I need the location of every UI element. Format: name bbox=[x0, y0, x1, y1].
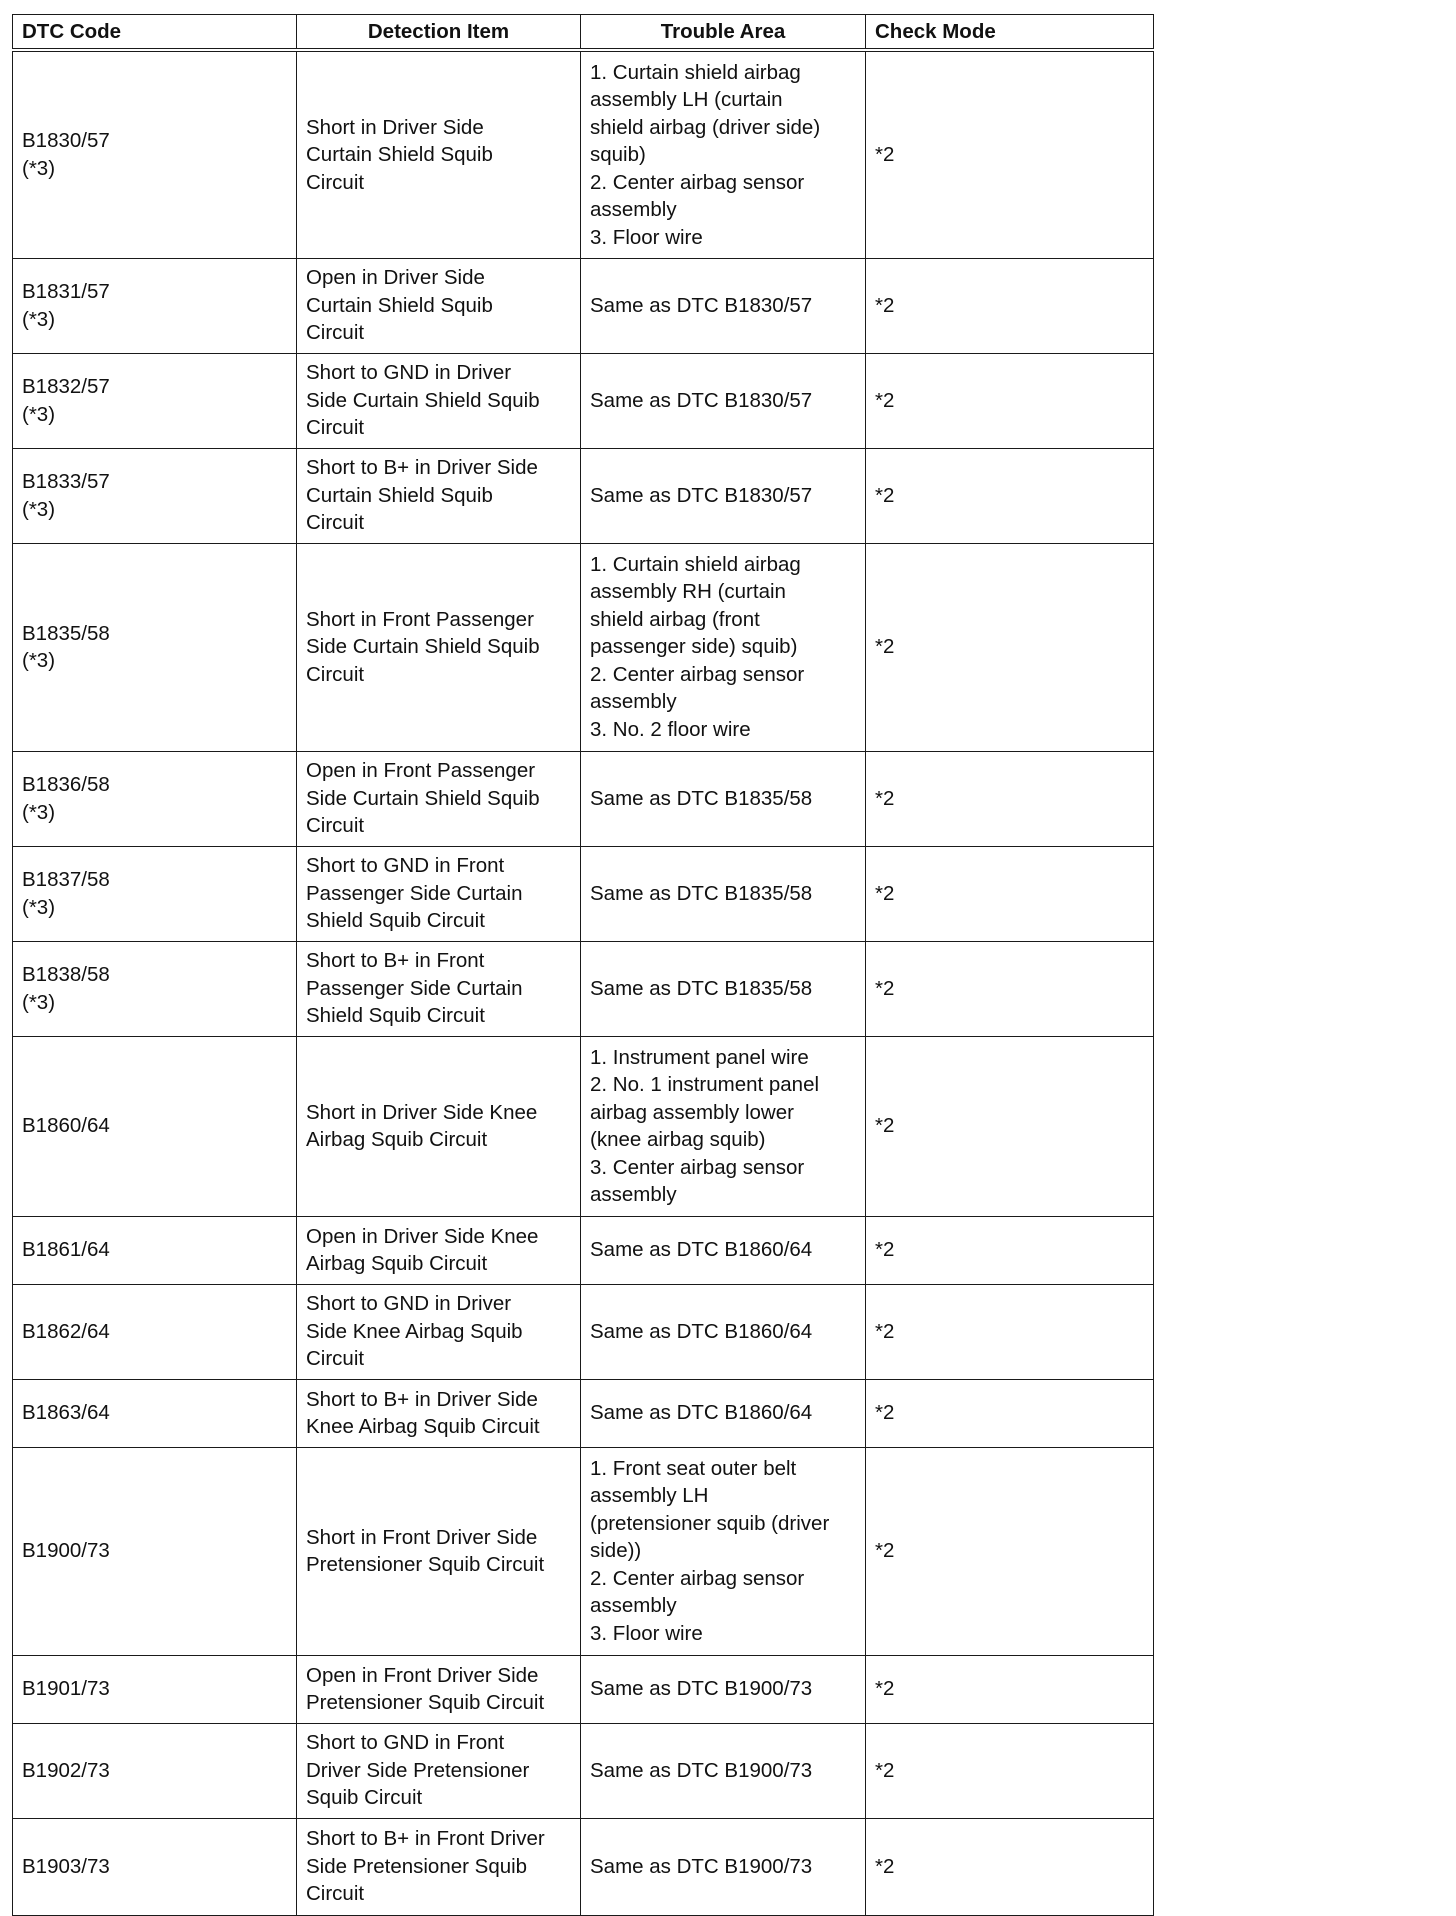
cell-trouble-area-line: assembly LH (curtain bbox=[590, 88, 783, 111]
cell-check-mode: *2 bbox=[866, 1655, 1154, 1723]
cell-trouble-area bbox=[581, 353, 866, 448]
cell-dtc-code-line: B1832/57 bbox=[22, 375, 110, 398]
cell-detection-item-line: Side Knee Airbag Squib bbox=[306, 1319, 523, 1343]
cell-trouble-area-line: 3. No. 2 floor wire bbox=[590, 717, 751, 741]
cell-trouble-area-line: airbag assembly lower bbox=[590, 1100, 794, 1124]
cell-trouble-area-line: 3. Center airbag sensor bbox=[590, 1155, 805, 1179]
cell-trouble-area-line: Same as DTC B1835/58 bbox=[590, 976, 813, 1000]
cell-detection-item bbox=[297, 1655, 581, 1723]
cell-detection-item-line: Circuit bbox=[306, 814, 365, 838]
cell-trouble-area-line: 2. Center airbag sensor bbox=[590, 170, 805, 194]
cell-detection-item-line: Driver Side Pretensioner bbox=[306, 1758, 530, 1782]
cell-trouble-area-line: 1. Front seat outer belt bbox=[590, 1456, 797, 1480]
cell-detection-item-line: Short to GND in Front bbox=[306, 1731, 505, 1755]
cell-trouble-area bbox=[581, 751, 866, 846]
cell-check-mode: *2 bbox=[866, 941, 1154, 1036]
cell-dtc-code-line: B1861/64 bbox=[22, 1238, 110, 1262]
cell-check-mode: *2 bbox=[866, 1379, 1154, 1447]
cell-trouble-area-line: assembly bbox=[590, 690, 677, 714]
cell-detection-item-line: Short to GND in Driver bbox=[306, 361, 512, 385]
cell-check-mode: *2 bbox=[866, 353, 1154, 448]
cell-dtc-code-line: (*3) bbox=[22, 307, 56, 331]
cell-detection-item-line: Circuit bbox=[306, 511, 365, 535]
cell-trouble-area bbox=[581, 448, 866, 543]
cell-detection-item bbox=[297, 1379, 581, 1447]
cell-check-mode: *2 bbox=[866, 1447, 1154, 1655]
cell-detection-item-line: Short to GND in Driver bbox=[306, 1292, 512, 1316]
cell-dtc-code bbox=[13, 1447, 297, 1655]
cell-dtc-code-line: (*3) bbox=[22, 649, 56, 672]
cell-trouble-area-line: 2. Center airbag sensor bbox=[590, 1566, 805, 1590]
cell-trouble-area bbox=[581, 1036, 866, 1216]
cell-detection-item-line: Short in Front Passenger bbox=[306, 607, 534, 631]
cell-trouble-area-line: 3. Floor wire bbox=[590, 225, 703, 249]
cell-detection-item-line: Short to B+ in Front bbox=[306, 949, 485, 973]
table-row bbox=[13, 50, 1154, 258]
cell-detection-item-line: Airbag Squib Circuit bbox=[306, 1252, 488, 1275]
cell-trouble-area-line: 2. No. 1 instrument panel bbox=[590, 1073, 820, 1096]
cell-trouble-area-line: side)) bbox=[590, 1539, 642, 1563]
cell-detection-item-line: Open in Driver Side bbox=[306, 266, 485, 290]
cell-dtc-code bbox=[13, 258, 297, 353]
table-row bbox=[13, 1379, 1154, 1447]
cell-detection-item bbox=[297, 846, 581, 941]
cell-trouble-area-line: squib) bbox=[590, 143, 646, 166]
cell-check-mode: *2 bbox=[866, 1818, 1154, 1915]
cell-trouble-area-line: 1. Instrument panel wire bbox=[590, 1045, 809, 1069]
cell-dtc-code-line: B1837/58 bbox=[22, 868, 110, 891]
cell-detection-item bbox=[297, 448, 581, 543]
header-check-mode: Check Mode bbox=[866, 15, 1154, 51]
cell-detection-item bbox=[297, 1216, 581, 1284]
cell-trouble-area-line: Same as DTC B1835/58 bbox=[590, 881, 813, 905]
cell-dtc-code-line: B1830/57 bbox=[22, 129, 110, 153]
cell-detection-item-line: Squib Circuit bbox=[306, 1786, 423, 1810]
table-row bbox=[13, 353, 1154, 448]
cell-detection-item-line: Short in Driver Side Knee bbox=[306, 1100, 538, 1124]
cell-dtc-code bbox=[13, 353, 297, 448]
cell-detection-item-line: Circuit bbox=[306, 1347, 365, 1371]
cell-detection-item-line: Circuit bbox=[306, 321, 365, 345]
cell-trouble-area bbox=[581, 1379, 866, 1447]
cell-trouble-area-line: Same as DTC B1835/58 bbox=[590, 786, 813, 810]
cell-dtc-code bbox=[13, 1379, 297, 1447]
cell-trouble-area-line: assembly RH (curtain bbox=[590, 580, 786, 604]
cell-trouble-area-line: shield airbag (driver side) bbox=[590, 115, 821, 139]
cell-detection-item-line: Side Pretensioner Squib bbox=[306, 1854, 528, 1878]
cell-check-mode: *2 bbox=[866, 1284, 1154, 1379]
table-header-row bbox=[13, 15, 1154, 51]
cell-dtc-code-line: B1902/73 bbox=[22, 1758, 110, 1782]
cell-dtc-code bbox=[13, 1655, 297, 1723]
header-trouble-area: Trouble Area bbox=[581, 15, 866, 51]
cell-trouble-area-line: (pretensioner squib (driver bbox=[590, 1511, 830, 1535]
cell-dtc-code-line: B1838/58 bbox=[22, 963, 110, 986]
cell-detection-item-line: Side Curtain Shield Squib bbox=[306, 786, 540, 810]
cell-detection-item bbox=[297, 1036, 581, 1216]
cell-dtc-code bbox=[13, 1036, 297, 1216]
cell-trouble-area bbox=[581, 258, 866, 353]
cell-detection-item bbox=[297, 543, 581, 751]
cell-dtc-code-line: B1900/73 bbox=[22, 1539, 110, 1563]
cell-trouble-area-line: Same as DTC B1860/64 bbox=[590, 1238, 813, 1262]
cell-trouble-area-line: 2. Center airbag sensor bbox=[590, 662, 805, 686]
cell-trouble-area bbox=[581, 50, 866, 258]
header-dtc-code: DTC Code bbox=[13, 15, 297, 51]
cell-trouble-area-line: Same as DTC B1860/64 bbox=[590, 1319, 813, 1343]
cell-detection-item-line: Side Curtain Shield Squib bbox=[306, 388, 540, 412]
cell-trouble-area-line: assembly bbox=[590, 1594, 677, 1618]
cell-detection-item-line: Open in Front Driver Side bbox=[306, 1663, 539, 1687]
cell-trouble-area bbox=[581, 543, 866, 751]
cell-dtc-code-line: B1862/64 bbox=[22, 1319, 110, 1343]
cell-dtc-code bbox=[13, 543, 297, 751]
table-row bbox=[13, 543, 1154, 751]
cell-check-mode: *2 bbox=[866, 1216, 1154, 1284]
cell-dtc-code-line: B1903/73 bbox=[22, 1854, 110, 1878]
table-row bbox=[13, 1655, 1154, 1723]
cell-trouble-area bbox=[581, 1284, 866, 1379]
cell-dtc-code-line: (*3) bbox=[22, 497, 56, 521]
cell-trouble-area-line: (knee airbag squib) bbox=[590, 1128, 766, 1151]
cell-check-mode: *2 bbox=[866, 751, 1154, 846]
cell-dtc-code-line: (*3) bbox=[22, 800, 56, 824]
cell-detection-item-line: Pretensioner Squib Circuit bbox=[306, 1691, 545, 1714]
cell-dtc-code-line: B1835/58 bbox=[22, 621, 110, 645]
cell-check-mode: *2 bbox=[866, 1723, 1154, 1818]
cell-trouble-area bbox=[581, 1447, 866, 1655]
cell-dtc-code-line: B1901/73 bbox=[22, 1677, 110, 1701]
cell-detection-item bbox=[297, 751, 581, 846]
cell-dtc-code bbox=[13, 941, 297, 1036]
cell-detection-item bbox=[297, 941, 581, 1036]
dtc-table bbox=[12, 14, 1154, 1916]
cell-trouble-area bbox=[581, 1723, 866, 1818]
cell-detection-item bbox=[297, 1818, 581, 1915]
cell-trouble-area-line: assembly bbox=[590, 198, 677, 221]
cell-dtc-code bbox=[13, 751, 297, 846]
table-row bbox=[13, 1284, 1154, 1379]
table-row bbox=[13, 941, 1154, 1036]
cell-dtc-code bbox=[13, 1284, 297, 1379]
cell-detection-item-line: Knee Airbag Squib Circuit bbox=[306, 1415, 540, 1438]
header-detection-item: Detection Item bbox=[297, 15, 581, 51]
cell-trouble-area bbox=[581, 941, 866, 1036]
cell-detection-item bbox=[297, 258, 581, 353]
cell-dtc-code bbox=[13, 1818, 297, 1915]
table-row bbox=[13, 448, 1154, 543]
cell-detection-item-line: Circuit bbox=[306, 416, 365, 440]
cell-detection-item-line: Short to B+ in Driver Side bbox=[306, 456, 538, 480]
table-row bbox=[13, 1216, 1154, 1284]
cell-detection-item-line: Circuit bbox=[306, 1882, 365, 1906]
cell-detection-item-line: Short in Front Driver Side bbox=[306, 1525, 538, 1549]
cell-detection-item-line: Pretensioner Squib Circuit bbox=[306, 1553, 545, 1576]
table-body bbox=[13, 50, 1154, 1915]
table-row bbox=[13, 258, 1154, 353]
cell-detection-item-line: Passenger Side Curtain bbox=[306, 976, 523, 1000]
cell-trouble-area bbox=[581, 846, 866, 941]
cell-dtc-code bbox=[13, 846, 297, 941]
cell-dtc-code-line: B1831/57 bbox=[22, 280, 110, 303]
table-row bbox=[13, 1723, 1154, 1818]
cell-detection-item-line: Airbag Squib Circuit bbox=[306, 1128, 488, 1151]
cell-check-mode: *2 bbox=[866, 1036, 1154, 1216]
cell-trouble-area-line: Same as DTC B1860/64 bbox=[590, 1401, 813, 1425]
cell-trouble-area bbox=[581, 1655, 866, 1723]
cell-dtc-code bbox=[13, 448, 297, 543]
cell-detection-item-line: Open in Driver Side Knee bbox=[306, 1224, 539, 1248]
cell-dtc-code-line: B1833/57 bbox=[22, 470, 110, 493]
cell-detection-item-line: Short to B+ in Driver Side bbox=[306, 1387, 538, 1411]
cell-check-mode: *2 bbox=[866, 846, 1154, 941]
table-row bbox=[13, 751, 1154, 846]
cell-detection-item bbox=[297, 1284, 581, 1379]
cell-dtc-code bbox=[13, 1723, 297, 1818]
table-row bbox=[13, 1818, 1154, 1915]
cell-trouble-area-line: 3. Floor wire bbox=[590, 1621, 703, 1645]
cell-trouble-area-line: shield airbag (front bbox=[590, 607, 760, 631]
cell-check-mode: *2 bbox=[866, 258, 1154, 353]
cell-trouble-area-line: Same as DTC B1900/73 bbox=[590, 1854, 813, 1878]
cell-detection-item bbox=[297, 1447, 581, 1655]
cell-detection-item-line: Curtain Shield Squib bbox=[306, 293, 493, 317]
cell-detection-item-line: Short in Driver Side bbox=[306, 115, 484, 139]
cell-trouble-area-line: 1. Curtain shield airbag bbox=[590, 60, 801, 84]
cell-dtc-code-line: (*3) bbox=[22, 895, 56, 919]
cell-trouble-area-line: Same as DTC B1900/73 bbox=[590, 1758, 813, 1782]
cell-trouble-area-line: assembly bbox=[590, 1183, 677, 1206]
cell-dtc-code-line: B1860/64 bbox=[22, 1114, 110, 1138]
cell-detection-item-line: Shield Squib Circuit bbox=[306, 1004, 485, 1028]
cell-check-mode: *2 bbox=[866, 50, 1154, 258]
cell-detection-item-line: Short to GND in Front bbox=[306, 854, 505, 878]
cell-dtc-code-line: B1836/58 bbox=[22, 773, 110, 796]
cell-trouble-area-line: Same as DTC B1900/73 bbox=[590, 1677, 813, 1701]
cell-dtc-code bbox=[13, 1216, 297, 1284]
cell-detection-item bbox=[297, 50, 581, 258]
cell-dtc-code-line: (*3) bbox=[22, 402, 56, 426]
table-row bbox=[13, 1447, 1154, 1655]
cell-detection-item-line: Passenger Side Curtain bbox=[306, 881, 523, 905]
cell-trouble-area bbox=[581, 1216, 866, 1284]
cell-trouble-area bbox=[581, 1818, 866, 1915]
cell-trouble-area-line: passenger side) squib) bbox=[590, 635, 798, 659]
cell-trouble-area-line: 1. Curtain shield airbag bbox=[590, 552, 801, 576]
cell-dtc-code-line: (*3) bbox=[22, 156, 56, 180]
dtc-table-container bbox=[12, 14, 1153, 1916]
cell-detection-item-line: Open in Front Passenger bbox=[306, 759, 536, 783]
cell-detection-item-line: Shield Squib Circuit bbox=[306, 909, 485, 933]
table-row bbox=[13, 1036, 1154, 1216]
cell-detection-item-line: Short to B+ in Front Driver bbox=[306, 1827, 545, 1851]
cell-detection-item-line: Side Curtain Shield Squib bbox=[306, 635, 540, 659]
cell-dtc-code bbox=[13, 50, 297, 258]
cell-check-mode: *2 bbox=[866, 543, 1154, 751]
cell-dtc-code-line: B1863/64 bbox=[22, 1401, 110, 1425]
cell-detection-item-line: Curtain Shield Squib bbox=[306, 143, 493, 166]
cell-trouble-area-line: assembly LH bbox=[590, 1484, 709, 1508]
cell-detection-item bbox=[297, 1723, 581, 1818]
cell-detection-item-line: Circuit bbox=[306, 170, 365, 194]
cell-dtc-code-line: (*3) bbox=[22, 990, 56, 1014]
table-row bbox=[13, 846, 1154, 941]
cell-trouble-area-line: Same as DTC B1830/57 bbox=[590, 388, 813, 412]
cell-check-mode: *2 bbox=[866, 448, 1154, 543]
cell-detection-item bbox=[297, 353, 581, 448]
cell-detection-item-line: Curtain Shield Squib bbox=[306, 483, 493, 507]
cell-trouble-area-line: Same as DTC B1830/57 bbox=[590, 293, 813, 317]
cell-detection-item-line: Circuit bbox=[306, 662, 365, 686]
cell-trouble-area-line: Same as DTC B1830/57 bbox=[590, 483, 813, 507]
